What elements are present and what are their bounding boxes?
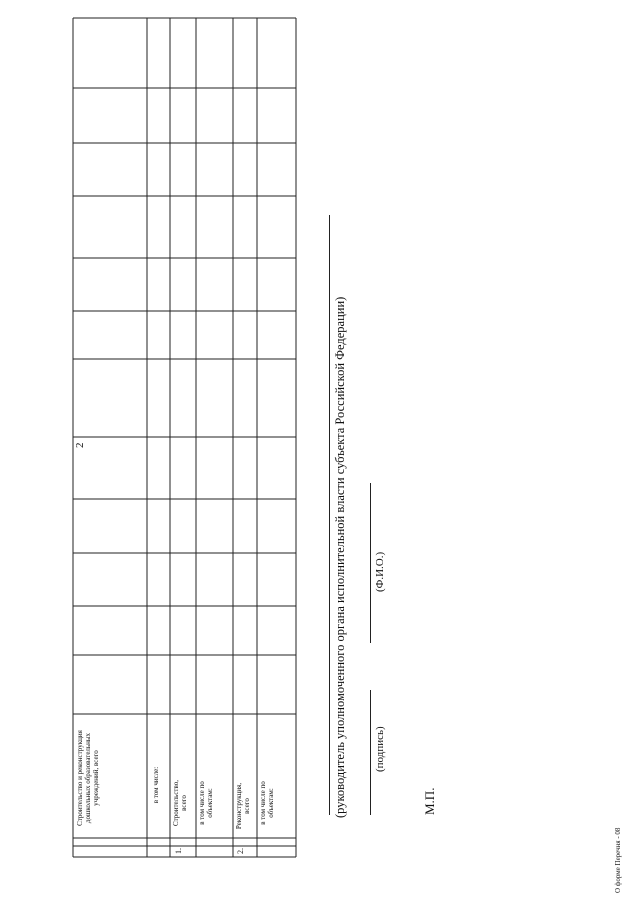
row-number-1: 1. [174,848,183,854]
row-label-total: Строительство и реконструкция дошкольных образовательных учреждений, всего [76,730,100,826]
row-label-including: в том числе: [152,766,160,804]
signature-sign-line [370,690,371,815]
row-label-construction: Строительство, всего [172,780,188,826]
signature-fio-line [370,483,371,643]
signature-title-line [329,215,330,815]
footer-note: О форме Перечня - 08 [614,827,622,893]
row-label-reconstruction-objects: в том числе по объектам: [259,781,275,825]
page-number: 2 [74,442,86,448]
signature-title: (руководитель уполномоченного органа исполнительной власти субъекта Российской Федерации) [333,296,347,818]
row-number-2: 2. [236,848,245,854]
row-label-reconstruction: Реконструкция, всего [235,782,251,830]
signature-fio-label: (Ф.И.О.) [374,551,386,592]
signature-sign-label: (подпись) [374,726,386,772]
stamp-placeholder: М.П. [422,787,437,815]
row-label-construction-objects: в том числе по объектам: [198,781,214,825]
